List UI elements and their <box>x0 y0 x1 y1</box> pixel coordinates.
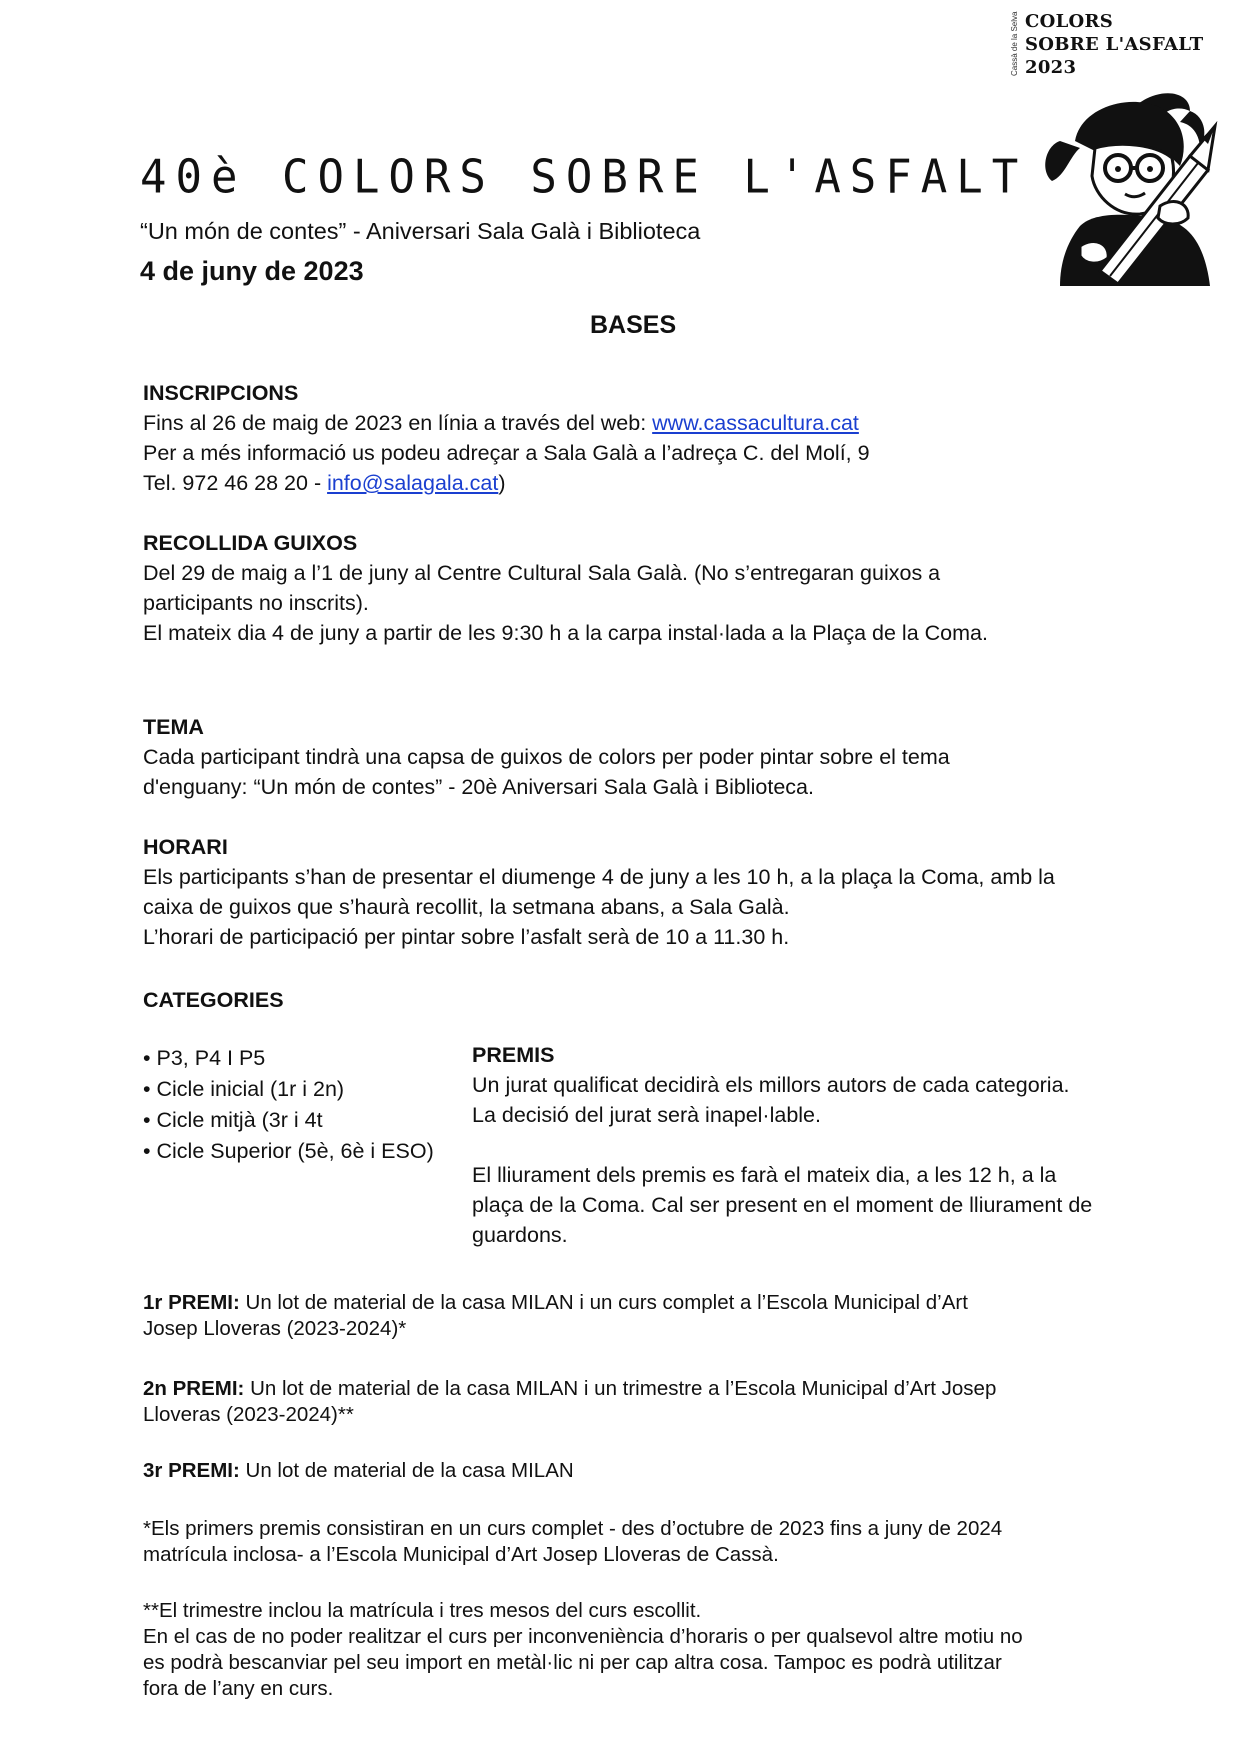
paragraph-line: caixa de guixos que s’haurà recollit, la setmana abans, a Sala Galà. <box>143 895 790 919</box>
paragraph-line <box>143 468 1043 498</box>
section-heading: TEMA <box>143 715 204 739</box>
section-inscripcions <box>143 378 1043 498</box>
note-line: es podrà bescanviar pel seu import en metàl·lic ni per cap altra cosa. Tampoc es podrà utilitzar <box>143 1651 1002 1674</box>
logo-line-1: COLORS <box>1025 11 1114 32</box>
event-date: 4 de juny de 2023 <box>140 256 364 286</box>
paragraph-text: ) <box>498 471 506 495</box>
prize-label: 2n PREMI: <box>143 1377 245 1400</box>
section-heading: PREMIS <box>472 1043 555 1067</box>
section-heading: RECOLLIDA GUIXOS <box>143 531 358 555</box>
web-link[interactable]: www.cassacultura.cat <box>652 411 859 435</box>
list-item: • Cicle inicial (1r i 2n) <box>143 1077 345 1101</box>
logo-title <box>1025 10 1203 79</box>
section-heading: HORARI <box>143 835 228 859</box>
logo-line-2: SOBRE L'ASFALT <box>1025 34 1204 55</box>
section-premis <box>472 1040 1152 1250</box>
section-recollida <box>143 528 1043 648</box>
paragraph-line: guardons. <box>472 1223 568 1247</box>
prize-line <box>143 1290 1143 1316</box>
paragraph-line: El lliurament dels premis es farà el mateix dia, a les 12 h, a la <box>472 1163 1057 1187</box>
section-heading: INSCRIPCIONS <box>143 381 299 405</box>
paragraph-spacer <box>472 1130 1152 1160</box>
note-line: **El trimestre inclou la matrícula i tres mesos del curs escollit. <box>143 1599 702 1622</box>
paragraph-line <box>143 408 1043 438</box>
logo <box>1010 8 1230 278</box>
note-2 <box>143 1598 1143 1702</box>
paragraph-line: L’horari de participació per pintar sobre l’asfalt serà de 10 a 11.30 h. <box>143 925 790 949</box>
paragraph-line: Els participants s’han de presentar el diumenge 4 de juny a les 10 h, a la plaça la Coma, amb la <box>143 865 1055 889</box>
prize-1 <box>143 1290 1143 1342</box>
section-tema <box>143 712 1043 802</box>
page-title: 40è COLORS SOBRE L'ASFALT <box>140 150 1028 205</box>
paragraph-text: Fins al 26 de maig de 2023 en línia a través del web: <box>143 411 653 435</box>
prize-line <box>143 1376 1143 1402</box>
note-line: fora de l’any en curs. <box>143 1677 334 1700</box>
paragraph-line: Del 29 de maig a l’1 de juny al Centre Cultural Sala Galà. (No s’entregaran guixos a <box>143 561 941 585</box>
prize-2 <box>143 1376 1143 1428</box>
prize-line: Josep Lloveras (2023-2024)* <box>143 1317 407 1340</box>
paragraph-line: Un jurat qualificat decidirà els millors autors de cada categoria. <box>472 1073 1070 1097</box>
paragraph-line: La decisió del jurat serà inapel·lable. <box>472 1103 821 1127</box>
note-line: matrícula inclosa- a l’Escola Municipal d’Art Josep Lloveras de Cassà. <box>143 1543 779 1566</box>
prize-text: Un lot de material de la casa MILAN <box>239 1459 574 1482</box>
section-horari <box>143 832 1093 952</box>
paragraph-line: participants no inscrits). <box>143 591 369 615</box>
logo-line-3: 2023 <box>1025 57 1077 78</box>
list-item: • Cicle mitjà (3r i 4t <box>143 1108 323 1132</box>
note-1 <box>143 1516 1143 1568</box>
email-link[interactable]: info@salagala.cat <box>327 471 499 495</box>
paragraph-line: d'enguany: “Un món de contes” - 20è Aniversari Sala Galà i Biblioteca. <box>143 775 814 799</box>
categories-list <box>143 1043 434 1167</box>
girl-with-pencil-illustration-icon <box>1040 86 1230 286</box>
prize-label: 3r PREMI: <box>143 1459 240 1482</box>
prize-3 <box>143 1458 1143 1484</box>
subtitle: “Un món de contes” - Aniversari Sala Galà i Biblioteca <box>140 218 701 244</box>
prize-line <box>143 1458 1143 1484</box>
prize-text: Un lot de material de la casa MILAN i un trimestre a l’Escola Municipal d’Art Josep <box>244 1377 997 1400</box>
prize-text: Un lot de material de la casa MILAN i un curs complet a l’Escola Municipal d’Art <box>239 1291 968 1314</box>
paragraph-line: plaça de la Coma. Cal ser present en el moment de lliurament de <box>472 1193 1093 1217</box>
prize-label: 1r PREMI: <box>143 1291 240 1314</box>
paragraph-line: Per a més informació us podeu adreçar a Sala Galà a l’adreça C. del Molí, 9 <box>143 441 870 465</box>
note-line: *Els primers premis consistiran en un curs complet - des d’octubre de 2023 fins a juny de 2024 <box>143 1517 1003 1540</box>
note-line: En el cas de no poder realitzar el curs per inconveniència d’horaris o per qualsevol altre motiu no <box>143 1625 1023 1648</box>
categories-heading: CATEGORIES <box>143 988 284 1012</box>
paragraph-line: El mateix dia 4 de juny a partir de les 9:30 h a la carpa instal·lada a la Plaça de la Coma. <box>143 621 988 645</box>
prize-line: Lloveras (2023-2024)** <box>143 1403 354 1426</box>
list-item: • P3, P4 I P5 <box>143 1046 266 1070</box>
bases-heading: BASES <box>590 311 677 339</box>
logo-side-text: Cassà de la Selva <box>1010 11 1019 76</box>
list-item: • Cicle Superior (5è, 6è i ESO) <box>143 1139 434 1163</box>
paragraph-line: Cada participant tindrà una capsa de guixos de colors per poder pintar sobre el tema <box>143 745 950 769</box>
paragraph-text: Tel. 972 46 28 20 - <box>143 471 328 495</box>
